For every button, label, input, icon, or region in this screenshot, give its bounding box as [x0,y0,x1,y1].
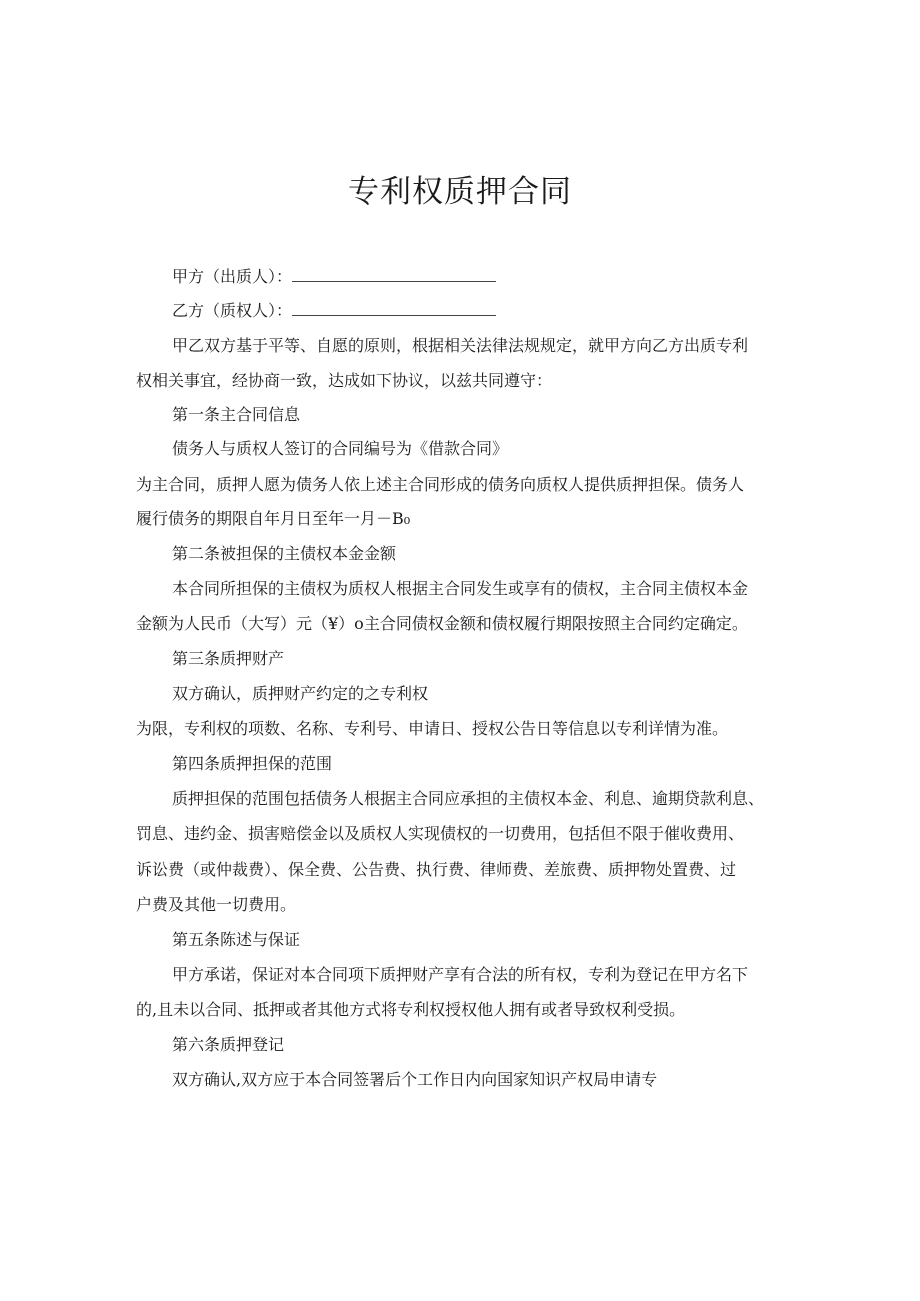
party-b-blank [292,301,496,316]
article-5-heading: 第五条陈述与保证 [172,930,301,949]
article-4-line-2: 罚息、违约金、损害赔偿金以及质权人实现债权的一切费用，包括但不限于催收费用、 [136,824,745,843]
article-5-line-1: 甲方承诺，保证对本合同项下质押财产享有合法的所有权，专利为登记在甲方名下 [172,965,749,984]
article-4-line-3: 诉讼费（或仲裁费）、保全费、公告费、执行费、律师费、差旅费、质押物处置费、过 [136,860,737,879]
preamble-line-2: 权相关事宜，经协商一致，达成如下协议，以兹共同遵守： [136,371,553,390]
article-3-line-2: 为限，专利权的项数、名称、专利号、申请日、授权公告日等信息以专利详情为准。 [136,719,729,738]
party-a-line [172,266,496,288]
article-1-heading: 第一条主合同信息 [172,405,301,424]
article-2-heading: 第二条被担保的主债权本金金额 [172,544,397,563]
article-2-line-1: 本合同所担保的主债权为质权人根据主合同发生或享有的债权，主合同主债权本金 [172,579,749,598]
article-2-line-2: 金额为人民币（大写）元（¥）o主合同债权金额和债权履行期限按照主合同约定确定。 [136,614,748,633]
article-3-line-1: 双方确认，质押财产约定的之专利权 [172,684,429,703]
article-5-line-2: 的,且未以合同、抵押或者其他方式将专利权授权他人拥有或者导致权利受损。 [136,1000,686,1019]
article-4-heading: 第四条质押担保的范围 [172,754,333,773]
article-1-line-3: 履行债务的期限自年月日至年一月－B₀ [136,509,411,528]
article-1-line-2: 为主合同，质押人愿为债务人依上述主合同形成的债务向质权人提供质押担保。债务人 [136,475,745,494]
party-a-label: 甲方（出质人）： [172,267,293,286]
article-6-heading: 第六条质押登记 [172,1035,285,1054]
preamble-line-1: 甲乙双方基于平等、自愿的原则，根据相关法律法规规定，就甲方向乙方出质专利 [172,336,749,355]
party-b-line [172,300,496,322]
party-b-label: 乙方（质权人）： [172,301,293,320]
document-title: 专利权质押合同 [348,174,572,210]
article-3-heading: 第三条质押财产 [172,649,285,668]
article-4-line-1: 质押担保的范围包括债务人根据主合同应承担的主债权本金、利息、逾期贷款利息、 [172,789,765,808]
party-a-blank [292,267,496,282]
article-6-line-1: 双方确认,双方应于本合同签署后个工作日内向国家知识产权局申请专 [172,1070,658,1089]
article-4-line-4: 户费及其他一切费用。 [136,895,297,914]
article-1-line-1: 债务人与质权人签订的合同编号为《借款合同》 [172,439,509,458]
